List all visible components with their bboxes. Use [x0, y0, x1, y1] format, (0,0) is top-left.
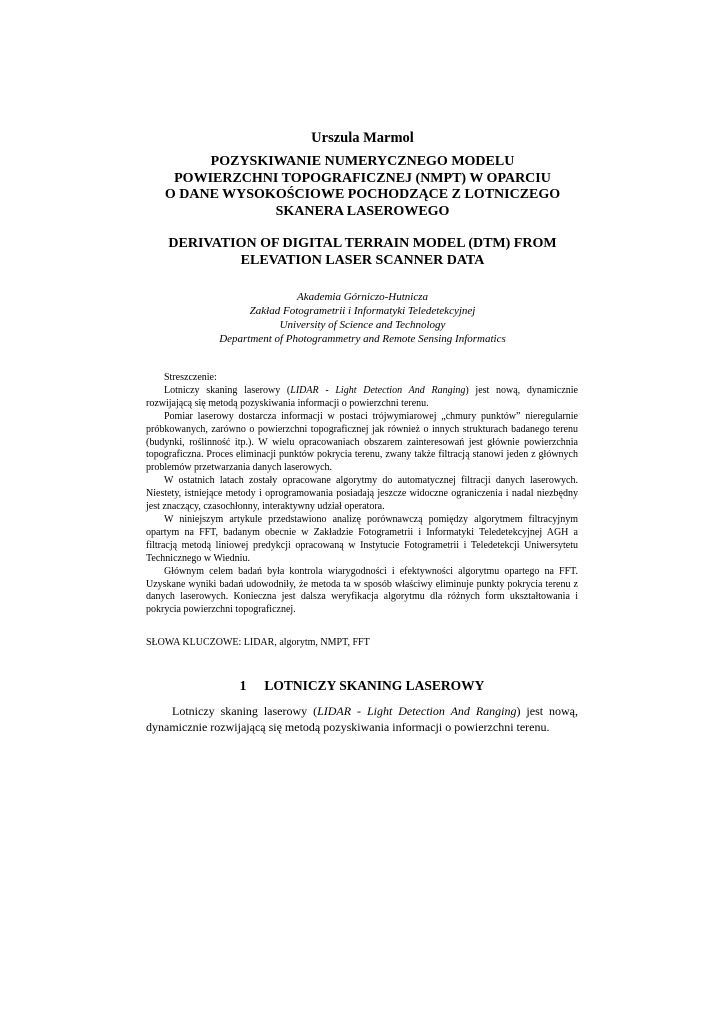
title-english-line: DERIVATION OF DIGITAL TERRAIN MODEL (DTM) FROM: [168, 236, 557, 251]
abstract-paragraph: Pomiar laserowy dostarcza informacji w postaci trójwymiarowej „chmury punktów” nieregularnie próbkowanych, zarówno o powierzchni topograficznej jak również o innych strukturach badanego terenu (budynki, roślinność itp.). W wielu opracowaniach obszarem zainteresowań jest głównie powierzchnia topograficzna. Proces eliminacji punktów pokrycia terenu, zwany także filtracją stanowi jeden z głównych problemów przetwarzania danych laserowych.: [146, 410, 578, 474]
section-number: 1: [239, 678, 247, 693]
abstract-text: Lotniczy skaning laserowy (: [164, 384, 291, 396]
title-polish-line: POWIERZCHNI TOPOGRAFICZNEJ (NMPT) W OPARCIU: [174, 170, 551, 186]
title-english-line: ELEVATION LASER SCANNER DATA: [240, 252, 485, 268]
affiliation-line: Department of Photogrammetry and Remote Sensing Informatics: [219, 333, 506, 345]
abstract-text: ) jest nową, dynamicznie rozwijającą się metodą pozyskiwania informacji o powierzchni terenu.: [146, 384, 578, 409]
affiliation-line: University of Science and Technology: [279, 319, 446, 331]
abstract-label: Streszczenie:: [164, 372, 217, 383]
section-heading: [146, 678, 578, 694]
affiliation-line: Akademia Górniczo-Hutnicza: [296, 291, 429, 303]
body-paragraph: [146, 703, 578, 735]
abstract-paragraph: W ostatnich latach zostały opracowane algorytmy do automatycznej filtracji danych laserowych. Niestety, istniejące metody i oprogramowania posiadają jeszcze widoczne ograniczenia i nadal niezbędny jest znaczący, czasochłonny, interaktywny udział operatora.: [146, 475, 578, 513]
author-name: Urszula Marmol: [311, 130, 414, 146]
abstract: [146, 372, 578, 617]
section-body: [146, 703, 578, 735]
title-polish-line: O DANE WYSOKOŚCIOWE POCHODZĄCE Z LOTNICZEGO: [164, 187, 561, 202]
title-polish-line: POZYSKIWANIE NUMERYCZNEGO MODELU: [210, 154, 515, 169]
abstract-paragraph: [146, 385, 578, 411]
title-polish-line: SKANERA LASEROWEGO: [275, 203, 450, 219]
body-text: Lotniczy skaning laserowy (: [172, 704, 318, 718]
title-english: [140, 236, 585, 269]
body-text: ) jest nową, dynamicznie rozwijającą się metodą pozyskiwania informacji o powierzchni terenu.: [146, 704, 579, 734]
abstract-paragraph: W niniejszym artykule przedstawiono analizę porównawczą pomiędzy algorytmem filtracyjnym opartym na FFT, badanym obecnie w Zakładzie Fotogrametrii i Informatyki Teledetekcyjnej AGH a filtracją metodą liniowej predykcji opracowaną w Instytucie Fotogrametrii i Teledetekcji Uniwersytetu Technicznego w Wiedniu.: [146, 513, 578, 564]
affiliation-line: Zakład Fotogrametrii i Informatyki Teledetekcyjnej: [249, 305, 476, 317]
abstract-italic-term: LIDAR - Light Detection And Ranging: [290, 384, 466, 396]
abstract-paragraph: Głównym celem badań była kontrola wiarygodności i efektywności algorytmu opartego na FFT. Uzyskane wyniki badań udowodniły, że metoda ta w sposób właściwy eliminuje punkty pokrycia terenu z danych laserowych. Konieczna jest dalsza weryfikacja algorytmu dla różnych form ukształtowania i pokrycia powierzchni topograficznej.: [146, 565, 578, 616]
section-title: LOTNICZY SKANING LASEROWY: [264, 678, 485, 693]
title-polish: [140, 154, 585, 220]
body-italic-term: LIDAR - Light Detection And Ranging: [317, 704, 517, 718]
affiliation: [140, 290, 585, 346]
keywords: SŁOWA KLUCZOWE: LIDAR, algorytm, NMPT, FFT: [146, 637, 370, 648]
